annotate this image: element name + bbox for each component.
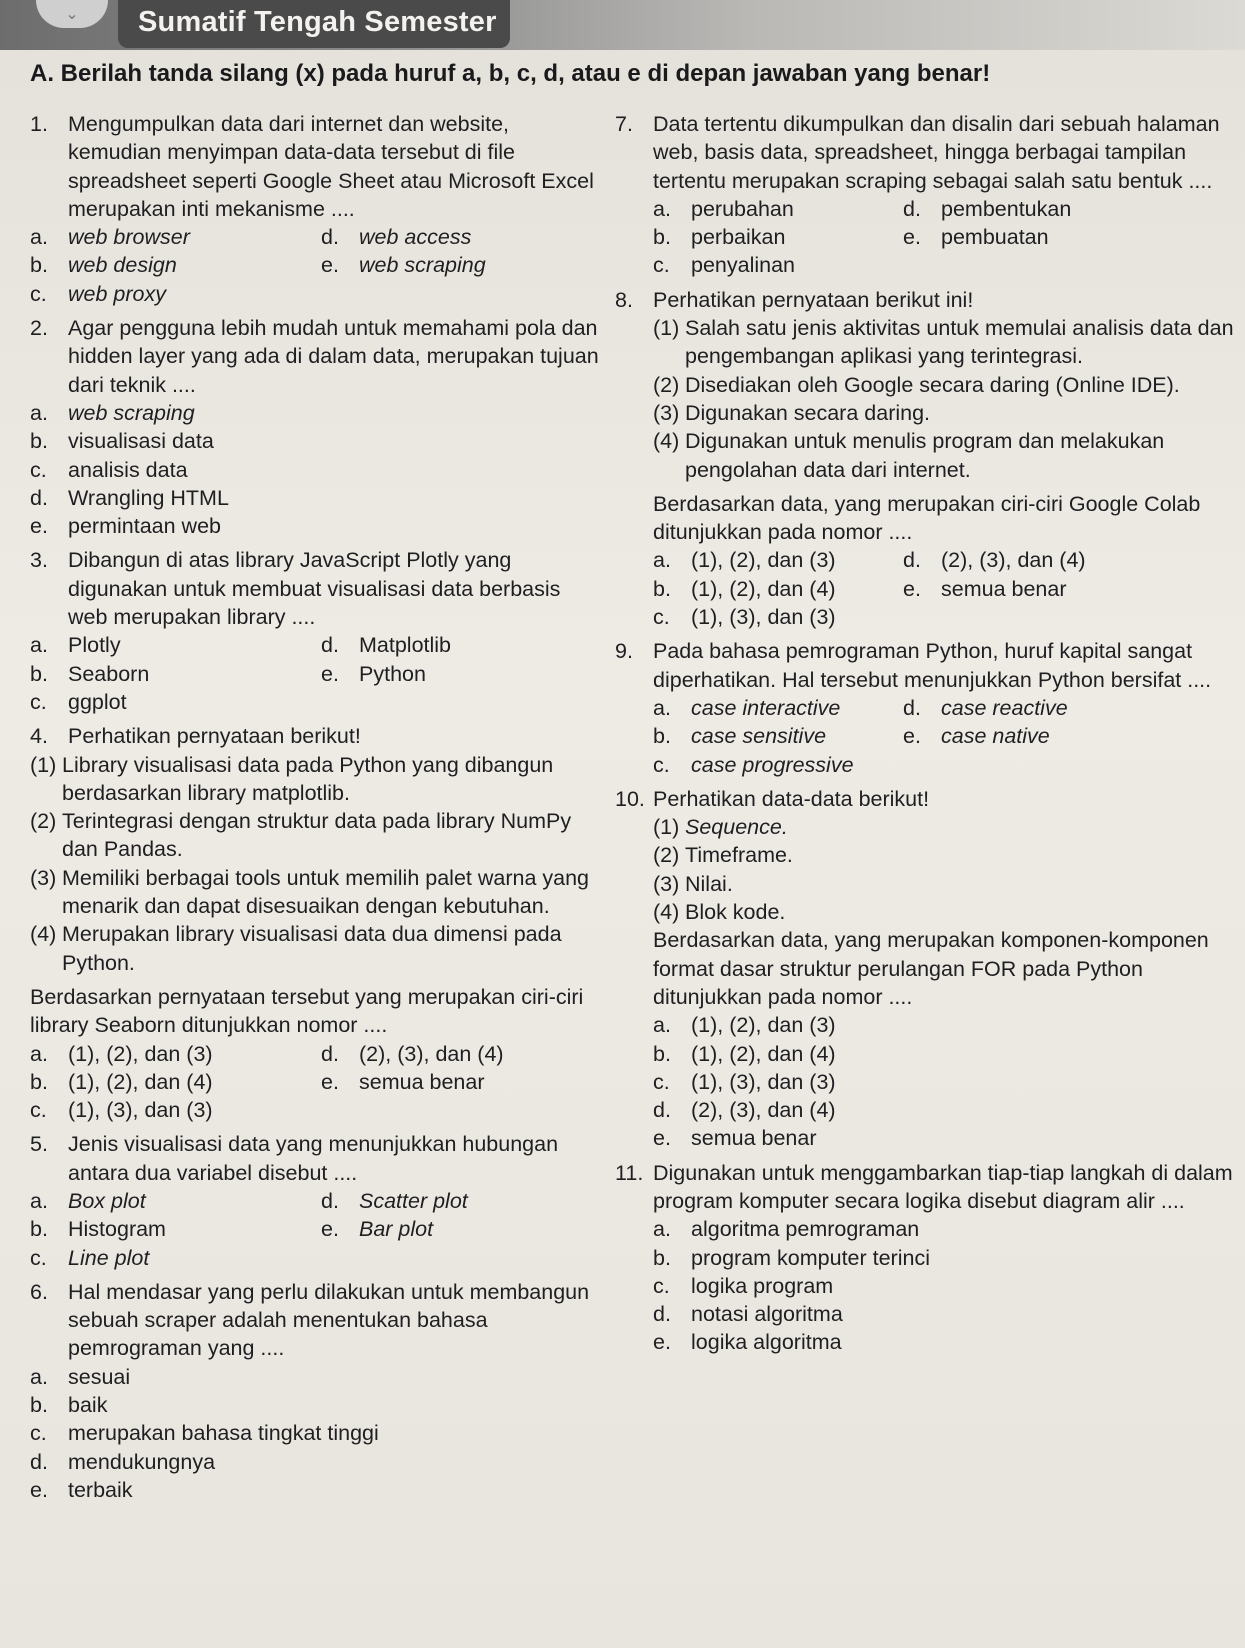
question-text: Pada bahasa pemrograman Python, huruf kapital sangat diperhatikan. Hal tersebut menunjukkan Python bersifat .... — [653, 639, 1212, 692]
option-b[interactable]: b. perbaikan — [653, 225, 786, 250]
question-6 — [30, 1278, 602, 1504]
question-number: 11. — [615, 1160, 644, 1185]
option-a[interactable]: a. perubahan — [653, 196, 794, 221]
option-d[interactable]: d. (2), (3), dan (4) — [903, 548, 1086, 573]
statement-1: (1) Sequence. — [653, 815, 788, 840]
option-a[interactable]: a. (1), (2), dan (3) — [653, 548, 836, 573]
question-2 — [30, 314, 602, 540]
option-c[interactable]: c. case progressive — [653, 752, 854, 777]
option-a[interactable]: a. (1), (2), dan (3) — [653, 1013, 836, 1038]
question-number: 9. — [615, 639, 633, 664]
question-11 — [615, 1159, 1235, 1357]
option-e[interactable]: e. semua benar — [321, 1069, 485, 1094]
question-text: Jenis visualisasi data yang menunjukkan hubungan antara dua variabel disebut .... — [68, 1132, 559, 1185]
statement-4: (4) Merupakan library visualisasi data dua dimensi pada Python. — [30, 922, 562, 975]
question-1 — [30, 110, 602, 308]
option-b[interactable]: b. (1), (2), dan (4) — [653, 1041, 836, 1066]
statement-1: (1) Library visualisasi data pada Python yang dibangun berdasarkan library matplotlib. — [30, 752, 554, 805]
answer-options — [30, 223, 602, 308]
option-b[interactable]: b. program komputer terinci — [653, 1245, 930, 1270]
option-b[interactable]: b. case sensitive — [653, 724, 827, 749]
question-text: Agar pengguna lebih mudah untuk memahami pola dan hidden layer yang ada di dalam data, merupakan tujuan dari teknik .... — [68, 316, 599, 397]
option-b[interactable]: b. Histogram — [30, 1217, 166, 1242]
option-d[interactable]: d. pembentukan — [903, 196, 1072, 221]
answer-options — [30, 399, 602, 540]
option-c[interactable]: c. penyalinan — [653, 253, 796, 278]
option-c[interactable]: c. logika program — [653, 1273, 834, 1298]
question-number: 5. — [30, 1132, 48, 1157]
question-9 — [615, 637, 1235, 778]
option-d[interactable]: d. Wrangling HTML — [30, 485, 229, 510]
statement-2: (2) Terintegrasi dengan struktur data pada library NumPy dan Pandas. — [30, 809, 572, 862]
question-followup: Berdasarkan data, yang merupakan ciri-ciri Google Colab ditunjukkan pada nomor .... — [653, 491, 1201, 545]
option-e[interactable]: e. Python — [321, 661, 426, 686]
question-number: 1. — [30, 112, 48, 136]
answer-options — [653, 546, 1235, 631]
answer-options — [30, 631, 602, 716]
question-number: 3. — [30, 548, 48, 573]
question-text: Perhatikan data-data berikut! — [653, 786, 930, 811]
question-4 — [30, 722, 602, 1124]
question-3 — [30, 546, 602, 716]
question-number: 6. — [30, 1279, 48, 1304]
option-e[interactable]: e. semua benar — [903, 576, 1067, 601]
answer-options — [653, 694, 1235, 779]
option-a[interactable]: a. Box plot — [30, 1188, 146, 1213]
question-number: 10. — [615, 786, 645, 811]
statement-3: (3) Memiliki berbagai tools untuk memilih palet warna yang menarik dan dapat disesuaikan dengan kebutuhan. — [30, 865, 590, 919]
option-d[interactable]: d. web access — [321, 225, 472, 250]
option-a[interactable]: a. case interactive — [653, 695, 841, 720]
option-b[interactable]: b. (1), (2), dan (4) — [653, 576, 836, 601]
answer-options — [30, 1040, 602, 1125]
option-e[interactable]: e. pembuatan — [903, 225, 1049, 250]
option-a[interactable]: a. algoritma pemrograman — [653, 1217, 920, 1242]
question-number: 8. — [615, 287, 633, 312]
question-number: 4. — [30, 724, 48, 749]
option-a[interactable]: a. sesuai — [30, 1364, 131, 1389]
option-e[interactable]: e. semua benar — [653, 1126, 817, 1151]
answer-options — [30, 1187, 602, 1272]
answer-options — [653, 1011, 1235, 1152]
option-b[interactable]: b. baik — [30, 1393, 108, 1418]
question-text: Dibangun di atas library JavaScript Plotly yang digunakan untuk membuat visualisasi data berbasis web merupakan library .... — [68, 548, 561, 630]
question-followup: Berdasarkan data, yang merupakan komponen-komponen format dasar struktur perulangan FOR pada Python ditunjukkan pada nomor .... — [653, 928, 1209, 1009]
section-heading: A. Berilah tanda silang (x) pada huruf a, b, c, d, atau e di depan jawaban yang benar! — [30, 60, 991, 87]
question-5 — [30, 1130, 602, 1271]
option-c[interactable]: c. ggplot — [30, 689, 127, 714]
chevron-down-icon: ⌄ — [36, 0, 108, 28]
answer-options — [653, 1215, 1235, 1356]
option-d[interactable]: d. (2), (3), dan (4) — [321, 1041, 504, 1066]
option-c[interactable]: c. Line plot — [30, 1245, 150, 1270]
question-text: Perhatikan pernyataan berikut! — [68, 724, 361, 749]
option-b[interactable]: b. web design — [30, 253, 177, 278]
option-a[interactable]: a. web browser — [30, 225, 190, 250]
question-7 — [615, 110, 1235, 280]
option-c[interactable]: c. merupakan bahasa tingkat tinggi — [30, 1421, 379, 1446]
question-10 — [615, 785, 1235, 1153]
statement-2: (2) Disediakan oleh Google secara daring (Online IDE). — [653, 372, 1180, 397]
option-d[interactable]: d. Matplotlib — [321, 633, 452, 658]
option-a[interactable]: a. (1), (2), dan (3) — [30, 1041, 213, 1066]
question-text: Perhatikan pernyataan berikut ini! — [653, 287, 974, 312]
option-e[interactable]: e. permintaan web — [30, 514, 221, 539]
option-b[interactable]: b. visualisasi data — [30, 429, 214, 454]
statement-4: (4) Digunakan untuk menulis program dan melakukan pengolahan data dari internet. — [653, 429, 1165, 482]
option-a[interactable]: a. web scraping — [30, 400, 195, 425]
answer-options — [30, 1363, 602, 1504]
question-text: Data tertentu dikumpulkan dan disalin dari sebuah halaman web, basis data, spreadsheet, hingga berbagai tampilan tertentu merupakan scraping sebagai salah satu bentuk .... — [653, 112, 1220, 193]
option-d[interactable]: d. mendukungnya — [30, 1449, 216, 1474]
answer-options — [653, 195, 1235, 280]
statement-2: (2) Timeframe. — [653, 843, 793, 868]
right-column — [615, 110, 1235, 1357]
option-c[interactable]: c. web proxy — [30, 281, 166, 306]
option-b[interactable]: b. (1), (2), dan (4) — [30, 1069, 213, 1094]
option-c[interactable]: c. (1), (3), dan (3) — [653, 605, 836, 630]
option-d[interactable]: d. notasi algoritma — [653, 1302, 843, 1327]
option-a[interactable]: a. Plotly — [30, 633, 121, 658]
question-text: Digunakan untuk menggambarkan tiap-tiap langkah di dalam program komputer secara logika disebut diagram alir .... — [653, 1160, 1233, 1213]
question-text: Hal mendasar yang perlu dilakukan untuk membangun sebuah scraper adalah menentukan bahasa pemrograman yang .... — [68, 1279, 590, 1361]
option-d[interactable]: d. Scatter plot — [321, 1188, 468, 1213]
left-column — [30, 110, 602, 1504]
option-e[interactable]: e. web scraping — [321, 253, 486, 278]
option-d[interactable]: d. case reactive — [903, 695, 1068, 720]
question-text: Mengumpulkan data dari internet dan website, kemudian menyimpan data-data tersebut di file spreadsheet seperti Google Sheet atau Microsoft Excel merupakan inti mekanisme .... — [68, 112, 594, 221]
question-number: 7. — [615, 112, 633, 136]
question-8 — [615, 286, 1235, 632]
statement-4: (4) Blok kode. — [653, 900, 786, 925]
option-d[interactable]: d. (2), (3), dan (4) — [653, 1098, 836, 1123]
page-title: Sumatif Tengah Semester — [138, 6, 497, 38]
option-e[interactable]: e. Bar plot — [321, 1217, 434, 1242]
option-e[interactable]: e. terbaik — [30, 1477, 133, 1502]
question-number: 2. — [30, 316, 48, 341]
option-c[interactable]: c. analisis data — [30, 457, 188, 482]
statement-1: (1) Salah satu jenis aktivitas untuk memulai analisis data dan pengembangan aplikasi yang terintegrasi. — [653, 316, 1234, 369]
statement-3: (3) Digunakan secara daring. — [653, 400, 931, 425]
option-c[interactable]: c. (1), (3), dan (3) — [30, 1098, 213, 1123]
question-followup: Berdasarkan pernyataan tersebut yang merupakan ciri-ciri library Seaborn ditunjukkan nomor .... — [30, 984, 584, 1038]
option-c[interactable]: c. (1), (3), dan (3) — [653, 1069, 836, 1094]
option-e[interactable]: e. logika algoritma — [653, 1330, 842, 1355]
option-e[interactable]: e. case native — [903, 724, 1050, 749]
option-b[interactable]: b. Seaborn — [30, 661, 150, 686]
statement-3: (3) Nilai. — [653, 871, 733, 896]
